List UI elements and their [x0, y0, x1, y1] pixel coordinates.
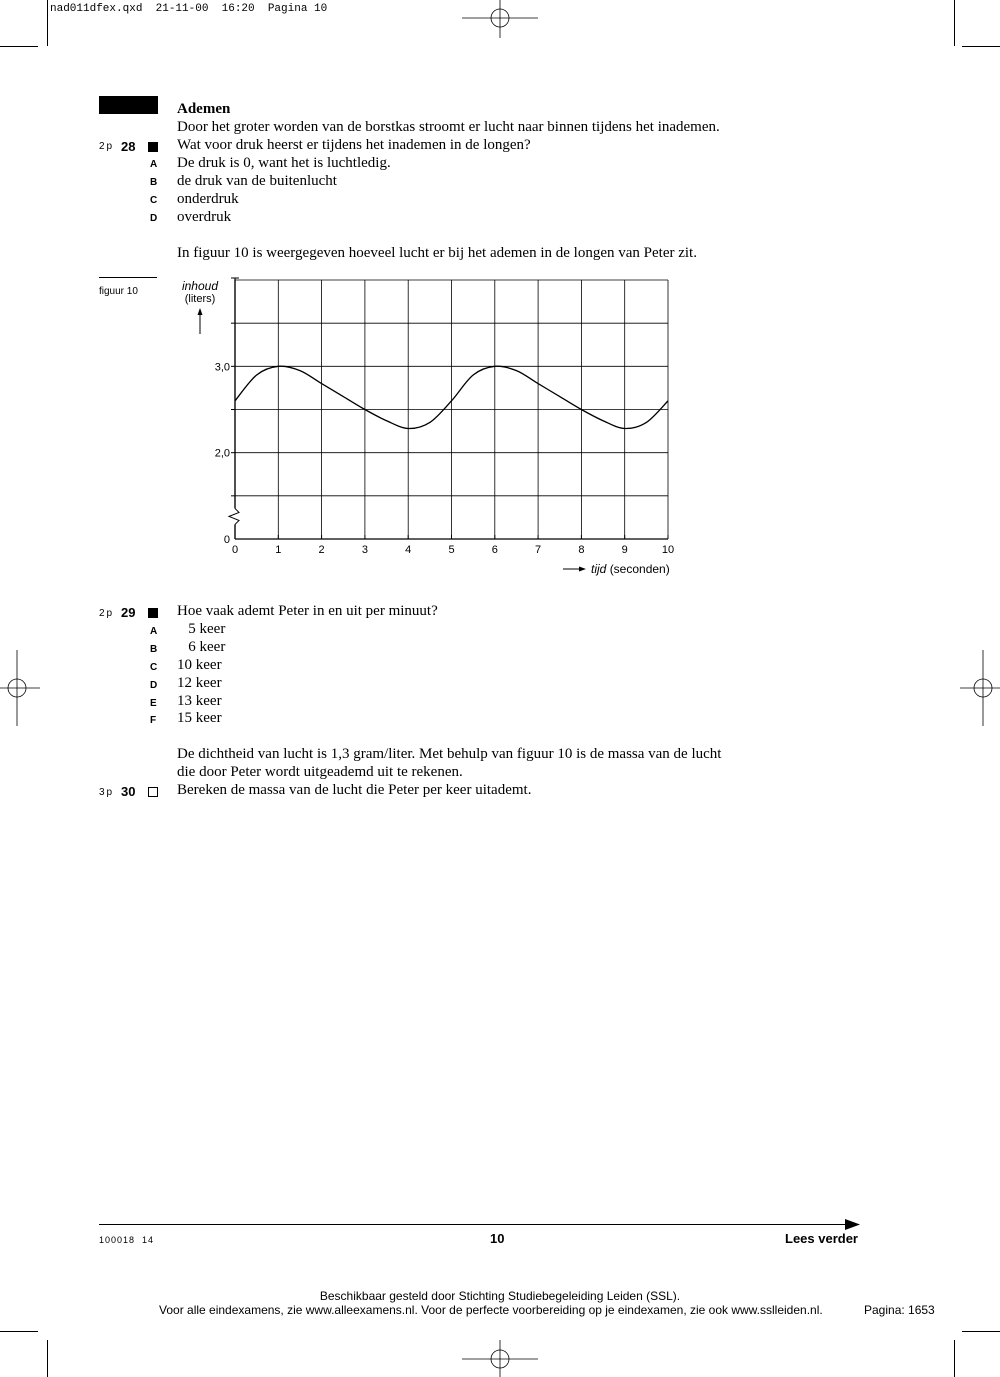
y-axis-arrowhead	[198, 308, 203, 315]
y-tick-label: 2,0	[214, 447, 230, 460]
intro-text: Door het groter worden van de borstkas stroomt er lucht naar binnen tijdens het inademen.	[177, 119, 720, 135]
crop-mark	[0, 46, 38, 47]
q30-question: Bereken de massa van de lucht die Peter per keer uitademt.	[177, 782, 532, 798]
x-tick-label: 9	[621, 544, 628, 556]
crop-mark	[0, 1331, 38, 1332]
section-title: Ademen	[177, 101, 231, 117]
q29-option-text: 5 keer	[177, 621, 226, 637]
footer-rule	[99, 1224, 849, 1225]
q29-number: 29	[121, 605, 136, 620]
q28-option-text: De druk is 0, want het is luchtledig.	[177, 155, 391, 171]
q29-option-text: 13 keer	[177, 693, 222, 709]
x-tick-label: 7	[535, 544, 542, 556]
registration-mark-right	[960, 650, 1000, 726]
q29-option-letter: E	[150, 698, 157, 709]
q28-number: 28	[121, 139, 136, 154]
x-tick-label: 1	[275, 544, 282, 556]
q28-option-text: de druk van de buitenlucht	[177, 173, 337, 189]
x-tick-label: 6	[491, 544, 498, 556]
pagina-number: Pagina: 1653	[864, 1303, 935, 1317]
crop-mark	[47, 0, 48, 46]
q28-option-letter: D	[150, 213, 158, 224]
x-tick-label: 3	[361, 544, 368, 556]
x-tick-label: 2	[318, 544, 325, 556]
page-number: 10	[490, 1231, 505, 1246]
crop-mark	[47, 1340, 48, 1377]
q28-points: 2p	[99, 141, 115, 152]
q29-question: Hoe vaak ademt Peter in en uit per minuut?	[177, 603, 438, 619]
section-bar	[99, 96, 158, 114]
figure-intro: In figuur 10 is weergegeven hoeveel lucht er bij het ademen in de longen van Peter zit.	[177, 245, 697, 261]
q30-points: 3p	[99, 787, 115, 798]
q29-option-letter: F	[150, 715, 157, 726]
q29-option-letter: A	[150, 626, 158, 637]
figure-rule	[99, 277, 157, 278]
x-axis-arrowhead	[579, 567, 586, 572]
q29-option-text: 6 keer	[177, 639, 226, 655]
x-axis-label	[591, 562, 670, 576]
x-tick-label: 8	[578, 544, 585, 556]
registration-mark-left	[0, 650, 40, 726]
q29-marker	[148, 608, 158, 618]
chart	[170, 270, 690, 590]
y-axis-unit: (liters)	[184, 293, 216, 305]
q29-points: 2p	[99, 608, 115, 619]
q28-marker	[148, 142, 158, 152]
footer-code: 100018 14	[99, 1235, 155, 1245]
q29-option-text: 15 keer	[177, 710, 222, 726]
x-tick-label: 0	[231, 544, 239, 556]
footer-arrowhead	[845, 1219, 861, 1230]
registration-mark-top	[462, 0, 538, 40]
slug-line: nad011dfex.qxd 21-11-00 16:20 Pagina 10	[50, 3, 328, 15]
q30-marker	[148, 787, 158, 797]
q30-number: 30	[121, 784, 136, 799]
continue-label: Lees verder	[785, 1231, 858, 1246]
x-axis-unit: (seconden)	[609, 562, 670, 576]
y-tick-label: 3,0	[214, 361, 230, 374]
density-text: De dichtheid van lucht is 1,3 gram/liter. Met behulp van figuur 10 is de massa van de lucht	[177, 746, 722, 762]
x-axis-label-italic: tijd	[591, 562, 607, 576]
q29-option-letter: C	[150, 662, 158, 673]
density-text: die door Peter wordt uitgeademd uit te rekenen.	[177, 764, 463, 780]
grid	[235, 278, 668, 539]
q28-question: Wat voor druk heerst er tijdens het inademen in de longen?	[177, 137, 531, 153]
q29-option-text: 10 keer	[177, 657, 222, 673]
ticks	[215, 278, 674, 556]
credit-line: Beschikbaar gesteld door Stichting Studiebegeleiding Leiden (SSL).	[319, 1289, 681, 1303]
q28-option-letter: A	[150, 159, 158, 170]
y-axis-label: inhoud	[181, 279, 219, 293]
links-line: Voor alle eindexamens, zie www.alleexamens.nl. Voor de perfecte voorbereiding op je eindexamen, zie ook www.sslleiden.nl.	[159, 1303, 823, 1317]
y-tick-label: 0	[223, 534, 230, 546]
crop-mark	[954, 0, 955, 46]
q29-option-letter: B	[150, 644, 158, 655]
q28-option-letter: C	[150, 195, 158, 206]
q29-option-text: 12 keer	[177, 675, 222, 691]
x-tick-label: 4	[405, 544, 412, 556]
crop-mark	[954, 1340, 955, 1377]
q28-option-text: onderdruk	[177, 191, 239, 207]
axis-break	[228, 508, 240, 524]
q28-option-text: overdruk	[177, 209, 232, 225]
x-tick-label: 10	[661, 544, 675, 556]
q28-option-letter: B	[150, 177, 158, 188]
figure-label: figuur 10	[99, 286, 138, 297]
crop-mark	[962, 1331, 1000, 1332]
crop-mark	[962, 46, 1000, 47]
q29-option-letter: D	[150, 680, 158, 691]
x-tick-label: 5	[448, 544, 455, 556]
registration-mark-bottom	[462, 1340, 538, 1377]
